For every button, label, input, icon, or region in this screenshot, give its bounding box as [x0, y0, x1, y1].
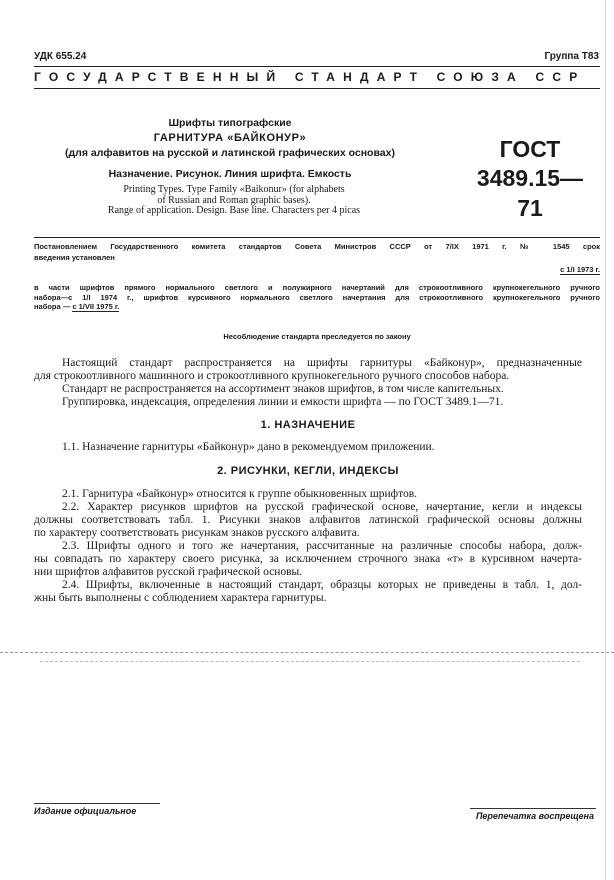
english-title-line: of Russian and Roman graphic bases).: [157, 194, 311, 206]
section-2-p3-line2: ны совпадать по характеру своего рисунка, за исключением строчного знака «т» в курсивном начерта-: [34, 553, 582, 565]
header-rule-bottom: [34, 88, 600, 89]
page-fold-shadow: [605, 0, 606, 880]
english-title-line: Range of application. Design. Base line. Characters per 4 picas: [107, 205, 361, 216]
group-code: Группа Т83: [544, 51, 599, 62]
header-rule-top: [34, 66, 600, 67]
effective-line-3-date: с 1/VII 1975 г.: [72, 302, 120, 311]
decree-rule: [34, 237, 600, 238]
section-2-p2-line2: должны соответствовать табл. 1. Рисунки знаков алфавитов латинской графической основы должны: [34, 514, 582, 526]
section-2-body: [34, 488, 582, 605]
section-1-heading: 1. НАЗНАЧЕНИЕ: [260, 419, 356, 431]
intro-section: [34, 357, 582, 409]
section-2-heading: 2. РИСУНКИ, КЕГЛИ, ИНДЕКСЫ: [217, 465, 399, 477]
effective-line-3-prefix: набора —: [34, 302, 73, 311]
intro-p3: Группировка, индексация, определения линии и емкости шрифта — по ГОСТ 3489.1—71.: [62, 396, 504, 408]
title-line-3: (для алфавитов на русской и латинской графических основах): [65, 147, 395, 159]
footer-rule-right: [470, 808, 596, 809]
section-1-body: [34, 441, 582, 454]
title-line-2: ГАРНИТУРА «БАЙКОНУР»: [153, 132, 307, 144]
gost-number: 3489.15—71: [476, 165, 584, 221]
title-line-1: Шрифты типографские: [168, 117, 292, 129]
section-2-p1: 2.1. Гарнитура «Байконур» относится к группе обыкновенных шрифтов.: [62, 488, 418, 500]
effective-date: с 1/I 1973 г.: [560, 265, 600, 274]
udk-code: УДК 655.24: [34, 51, 87, 62]
effective-dates-text: [34, 283, 600, 312]
law-notice: Несоблюдение стандарта преследуется по закону: [223, 332, 411, 341]
section-2-p4-line1: 2.4. Шрифты, включенные в настоящий стандарт, образцы которых не приведены в табл. 1, дол-: [62, 579, 582, 591]
gost-label: ГОСТ: [499, 136, 561, 162]
section-2-p3-line3: нии шрифтов алфавитов русской графической основы.: [34, 566, 303, 578]
section-2-p2-line1: 2.2. Характер рисунков шрифтов на русской графической основе, начертание, кегли и индексы: [62, 501, 582, 513]
state-standard-banner: ГОСУДАРСТВЕННЫЙ СТАНДАРТ СОЮЗА ССР: [34, 70, 586, 84]
english-title-line: Printing Types. Type Family «Baikonur» (for alphabets: [123, 184, 345, 195]
footer-official-edition: Издание официальное: [34, 806, 137, 816]
section-2-p2-line3: по характеру соответствовать рисункам знаков русского алфавита.: [34, 527, 360, 539]
decree-text: [34, 241, 600, 263]
intro-p2: Стандарт не распространяется на ассортимент знаков шрифтов, в том числе капительных.: [62, 383, 504, 395]
title-block: [40, 116, 420, 182]
effective-line-2: набора—с 1/I 1974 г., шрифтов курсивного нормального светлого начертания для строкоотливного крупнокегельного ручного: [34, 292, 600, 302]
intro-p1-line2: для строкоотливного машинного и строкоотливного крупнокегельного ручного способов набора.: [34, 370, 510, 382]
section-2-p4-line2: жны быть выполнены с соблюдением характера гарнитуры.: [34, 592, 327, 604]
scan-artifact-line: [40, 661, 580, 662]
section-2-p3-line1: 2.3. Шрифты одного и того же начертания, рассчитанные на различные способы набора, долж-: [62, 540, 582, 552]
decree-line-1: Постановлением Государственного комитета стандартов Совета Министров СССР от 7/IX 1971 г. № 1545 срок: [34, 242, 600, 251]
effective-line-3: [34, 302, 600, 312]
decree-line-2: введения установлен: [34, 253, 115, 262]
footer-reprint-prohibited: Перепечатка воспрещена: [475, 811, 594, 821]
title-line-4: Назначение. Рисунок. Линия шрифта. Емкость: [108, 168, 352, 180]
english-title: [64, 185, 404, 217]
footer-rule-left: [34, 803, 160, 804]
gost-designation: [470, 135, 590, 223]
intro-p1-line1: Настоящий стандарт распространяется на шрифты гарнитуры «Байконур», предназначенные: [62, 357, 582, 369]
effective-line-1: в части шрифтов прямого нормального светлого и полужирного начертаний для строкоотливного крупнокегельного ручного: [34, 283, 600, 292]
scan-artifact-line: [0, 652, 614, 653]
section-1-p1: 1.1. Назначение гарнитуры «Байконур» дано в рекомендуемом приложении.: [62, 441, 435, 453]
